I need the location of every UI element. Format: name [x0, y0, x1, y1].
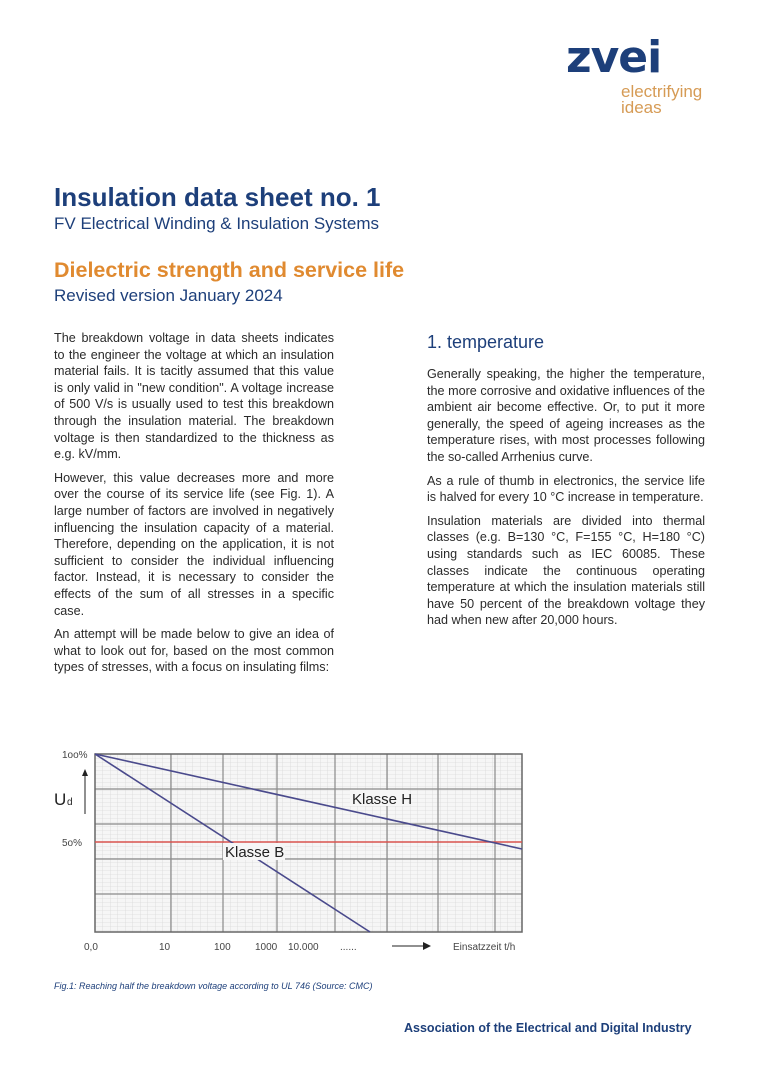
tagline-line-2: ideas — [621, 98, 662, 117]
klasse-h-label: Klasse H — [352, 791, 413, 808]
x-axis-label: Einsatzzeit t/h — [453, 942, 516, 953]
x-tick: 10.000 — [288, 942, 319, 953]
figure-1-chart — [40, 742, 530, 957]
footer-association: Association of the Electrical and Digital Industry — [404, 1021, 692, 1035]
y-label-100: 1oo% — [62, 750, 88, 761]
y-label-50: 5o% — [62, 838, 83, 849]
document-subtitle: FV Electrical Winding & Insulation Systems — [54, 214, 380, 233]
x-tick: 10 — [159, 942, 171, 953]
revision-note: Revised version January 2024 — [54, 286, 283, 305]
right-column — [427, 366, 705, 636]
x-tick-ellipsis: ...... — [340, 942, 357, 953]
figure-caption: Fig.1: Reaching half the breakdown voltage according to UL 746 (Source: CMC) — [54, 981, 373, 991]
left-column — [54, 330, 334, 683]
paragraph: However, this value decreases more and more over the course of its service life (see Fig. 1). A large number of factors are involved in negatively influencing the insulation capacity of a material. Therefore, depending on the application, it is not sufficient to consider the individual influencing factor. Instead, it is necessary to consider the effects of the sum of all stresses in a specific case. — [54, 470, 334, 618]
paragraph: An attempt will be made below to give an idea of what to look out for, based on the most common types of stresses, with a focus on insulating films: — [54, 627, 334, 675]
tagline-line-1: electrifying — [621, 82, 703, 101]
y-axis-symbol: U — [54, 790, 67, 809]
logo-wordmark: zvei — [566, 32, 662, 83]
klasse-b-label: Klasse B — [225, 844, 285, 861]
y-axis-arrow-icon — [82, 769, 88, 814]
paragraph: The breakdown voltage in data sheets indicates to the engineer the voltage at which an insulation material fails. It is tacitly assumed that this value is only valid in "new condition". A voltage increase of 500 V/s is usually used to test this breakdown through the insulation material. The breakdown voltage is then standardized to the thickness as e.g. kV/mm. — [54, 331, 334, 462]
zvei-logo — [566, 32, 703, 117]
topic-heading: Dielectric strength and service life — [54, 258, 405, 282]
paragraph: As a rule of thumb in electronics, the service life is halved for every 10 °C increase in temperature. — [427, 473, 705, 505]
x-tick: 100 — [214, 942, 231, 953]
paragraph: Generally speaking, the higher the temperature, the more corrosive and oxidative influences of the ambient air become effective. Or, to put it more generally, the speed of ageing increases as the temperature rises, with most processes following the so-called Arrhenius curve. — [427, 367, 705, 464]
document-title: Insulation data sheet no. 1 — [54, 182, 381, 212]
x-tick: 0,0 — [84, 942, 98, 953]
x-axis-arrow-icon — [392, 942, 431, 950]
paragraph: Insulation materials are divided into thermal classes (e.g. B=130 °C, F=155 °C, H=180 °C) using standards such as IEC 60085. These classes indicate the continuous operating temperature at which the insulation materials still have 50 percent of the breakdown voltage they had when new after 20,000 hours. — [427, 513, 705, 628]
x-tick: 1000 — [255, 942, 278, 953]
logo-tagline — [621, 84, 702, 116]
section-heading-temperature: 1. temperature — [427, 332, 545, 352]
y-axis-subscript: d — [67, 797, 73, 808]
